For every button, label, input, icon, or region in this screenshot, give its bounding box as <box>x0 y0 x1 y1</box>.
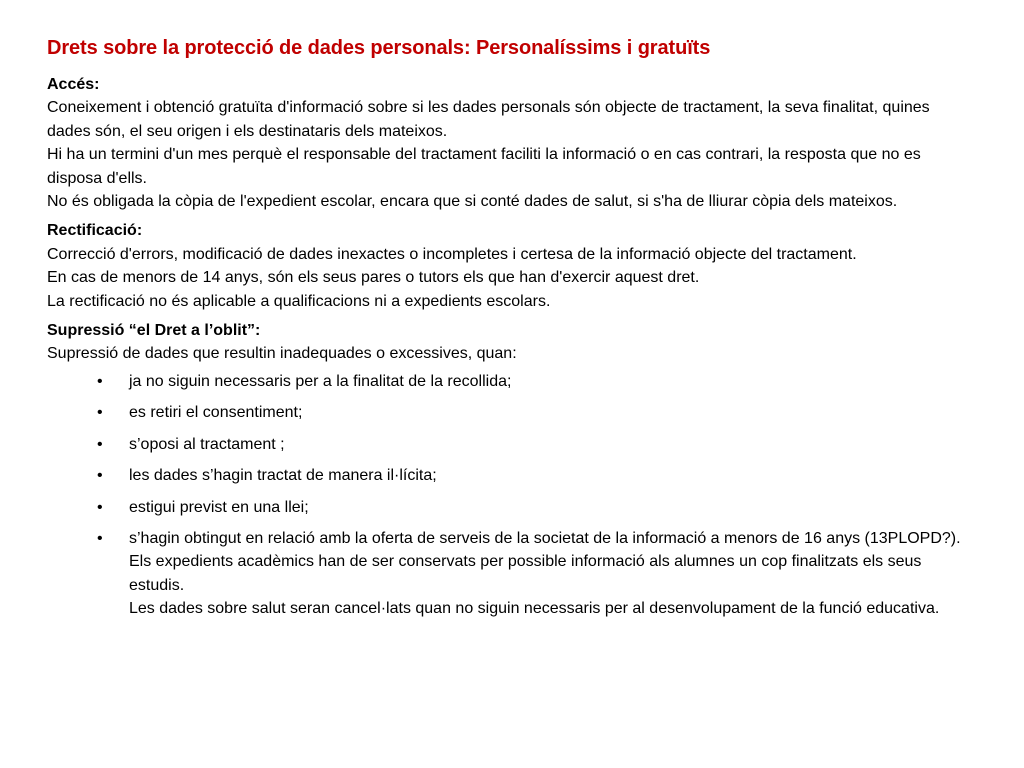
bullet-text: ja no siguin necessaris per a la finalitat de la recollida; <box>129 372 512 390</box>
rectification-paragraph: En cas de menors de 14 anys, són els seus pares o tutors els que han d'exercir aquest dret. <box>47 269 700 287</box>
erasure-intro: Supressió de dades que resultin inadequades o excessives, quan: <box>47 345 517 363</box>
list-item <box>47 527 977 621</box>
section-access-heading: Accés: <box>47 76 100 93</box>
bullet-icon: • <box>97 467 103 485</box>
bullet-text: s’oposi al tractament ; <box>129 435 285 453</box>
bullet-text: estigui previst en una llei; <box>129 498 309 516</box>
access-paragraph: Hi ha un termini d'un mes perquè el responsable del tractament faciliti la informació o en cas contrari, la resposta que no es disposa d'ells. <box>47 146 921 187</box>
section-rectification <box>47 219 977 313</box>
section-erasure <box>47 319 977 620</box>
slide <box>47 35 977 629</box>
bullet-text: es retiri el consentiment; <box>129 404 303 422</box>
section-access <box>47 73 977 213</box>
bullet-text: s’hagin obtingut en relació amb la oferta de serveis de la societat de la informació a menors de 16 anys (13PLOPD?). <box>129 529 961 547</box>
list-item <box>47 496 977 519</box>
bullet-icon: • <box>97 498 103 516</box>
slide-title: Drets sobre la protecció de dades personals: Personalíssims i gratuïts <box>47 37 711 59</box>
list-item <box>47 401 977 424</box>
list-item <box>47 370 977 393</box>
bullet-icon: • <box>97 529 103 547</box>
erasure-bullet-list <box>47 370 977 621</box>
bullet-icon: • <box>97 435 103 453</box>
rectification-paragraph: La rectificació no és aplicable a qualificacions ni a expedients escolars. <box>47 292 551 310</box>
list-item <box>47 464 977 487</box>
bullet-text: les dades s’hagin tractat de manera il·lícita; <box>129 467 437 485</box>
access-paragraph: No és obligada la còpia de l'expedient escolar, encara que si conté dades de salut, si s'ha de lliurar còpia dels mateixos. <box>47 193 898 211</box>
bullet-text: Les dades sobre salut seran cancel·lats quan no siguin necessaris per al desenvolupament de la funció educativa. <box>129 600 940 618</box>
bullet-icon: • <box>97 372 103 390</box>
list-item <box>47 433 977 456</box>
bullet-icon: • <box>97 404 103 422</box>
section-rectification-heading: Rectificació: <box>47 222 143 240</box>
section-erasure-heading: Supressió “el Dret a l’oblit”: <box>47 322 261 340</box>
bullet-text: Els expedients acadèmics han de ser conservats per possible informació als alumnes un cop finalitzats els seus estudis. <box>129 553 922 594</box>
rectification-paragraph: Correcció d'errors, modificació de dades inexactes o incompletes i certesa de la informació objecte del tractament. <box>47 245 857 263</box>
access-paragraph: Coneixement i obtenció gratuïta d'informació sobre si les dades personals són objecte de tractament, la seva finalitat, quines dades són, el seu origen i els destinataris dels mateixos. <box>47 99 930 140</box>
